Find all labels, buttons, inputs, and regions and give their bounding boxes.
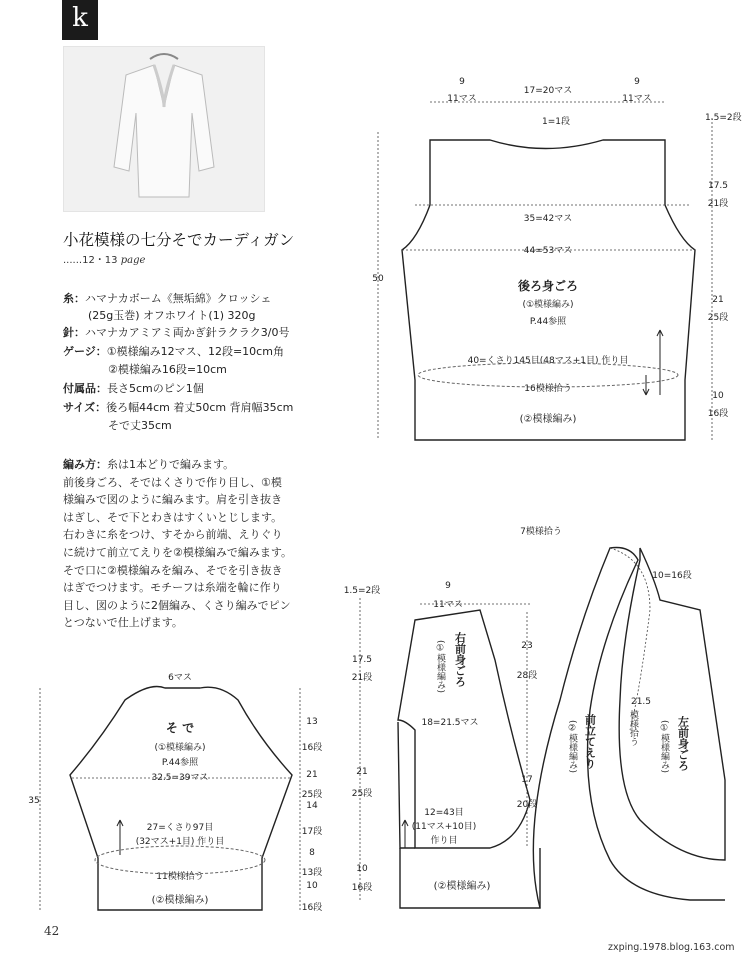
back-hem-cm: 10 — [712, 391, 724, 401]
sleeve-seg5-rows: 16段 — [301, 903, 323, 913]
spec-yarn-color: (25g玉巻) オフホワイト(1) 320g — [88, 309, 256, 322]
back-hem-rows: 16段 — [707, 409, 729, 419]
page-reference: ......12・13 page — [63, 255, 146, 266]
rf-side-cm: 21 — [356, 767, 368, 777]
sleeve-seg2-rows: 25段 — [301, 790, 323, 800]
spec-size-2: そで丈35cm — [108, 419, 172, 432]
rf-arm-rows: 21段 — [351, 673, 373, 683]
rf-front-rows: 28段 — [516, 671, 538, 681]
method-paragraph: 編み方：糸は1本どりで編みます。 前後身ごろ、そではくさりで作り目し、①模 様編みで図のように編みます。肩を引き抜き はぎし、そで下とわきはすくいとじします。 右わきに糸をつけ、すそから前端、えりぐり に続けて前立てえりを②模様編みで編みます。 そで口に②模様編みを編み、そでを引き抜き はぎでつけます。モチーフは糸端を輪に作り 目し、図のように2個編み、くさり編みでピン とつないで仕上げます。 — [63, 458, 292, 630]
spec-needle: 針：ハマナカアミアミ両かぎ針ラクラク3/0号 — [63, 326, 290, 339]
rf-chain-detail: (11マス+10目) — [411, 822, 477, 832]
rf-front-cm: 23 — [521, 641, 533, 651]
sleeve-pattern: (①模様編み) — [154, 743, 206, 753]
spec-gauge: ゲージ：①模様編み12マス、12段=10cm角 — [63, 345, 284, 358]
sleeve-seg1-rows: 16段 — [301, 743, 323, 753]
back-armhole-rows: 21段 — [707, 199, 729, 209]
collar-rows: 10=16段 — [652, 571, 692, 581]
spec-yarn: 糸：ハマナカボーム《無垢綿》クロッシェ — [63, 292, 272, 305]
sleeve-seg3-rows: 17段 — [301, 827, 323, 837]
sleeve-width: 32.5=39マス — [151, 773, 209, 783]
back-top-right-st: 11マス — [622, 94, 652, 104]
sleeve-height: 35 — [28, 796, 40, 806]
right-front-hem — [400, 848, 540, 908]
back-top-mid: 17=20マス — [523, 86, 573, 96]
sleeve-title: そ で — [165, 721, 195, 735]
collar-pickup: 7模様拾う — [520, 527, 562, 537]
back-top-left-st: 11マス — [447, 94, 477, 104]
rf-arm-cm: 17.5 — [351, 655, 373, 665]
rf-top-cm: 9 — [445, 581, 451, 591]
back-chest: 35=42マス — [523, 214, 573, 224]
rf-side-rows: 25段 — [351, 789, 373, 799]
credit-watermark: zxping.1978.blog.163.com — [608, 942, 735, 953]
back-armhole-cm: 17.5 — [707, 181, 729, 191]
back-shoulder: 1.5=2段 — [705, 113, 742, 123]
sleeve-seg2-cm: 21 — [306, 770, 318, 780]
back-chain: 40=くさり145目(48マス+1目) 作り目 — [467, 356, 629, 366]
back-pickup: 16模様拾う — [524, 384, 572, 394]
back-height: 50 — [372, 274, 384, 284]
lf-pattern: (①模様編み) — [659, 720, 669, 774]
sleeve-seg1-cm: 13 — [306, 717, 318, 727]
back-hem-label: (②模様編み) — [519, 414, 577, 425]
collar-side-cm: 21.5 — [630, 697, 652, 707]
sleeve-chain: 27=くさり97目 — [146, 823, 214, 833]
sleeve-chain-detail: (32マス+1目) 作り目 — [135, 837, 225, 847]
rf-low-cm: 17 — [521, 775, 533, 785]
spec-gauge-2: ②模様編み16段=10cm — [108, 363, 227, 376]
rf-width: 18=21.5マス — [421, 718, 479, 728]
rf-low-rows: 20段 — [516, 800, 538, 810]
collar-pattern: (②模様編み) — [567, 720, 577, 774]
rf-chain-cast: 作り目 — [430, 836, 458, 846]
sleeve-seg3-cm: 14 — [306, 801, 318, 811]
back-neck: 1=1段 — [542, 117, 570, 127]
back-title: 後ろ身ごろ — [517, 279, 579, 293]
rf-hem-label: (②模様編み) — [433, 881, 491, 892]
sleeve-ref: P.44参照 — [161, 758, 199, 768]
page-number: 42 — [44, 924, 60, 938]
rf-hem-rows: 16段 — [351, 883, 373, 893]
rf-shoulder: 1.5=2段 — [343, 586, 381, 596]
sleeve-pickup: 11模様拾う — [156, 872, 204, 882]
rf-hem-cm: 10 — [356, 864, 368, 874]
rf-top-st: 11マス — [433, 600, 463, 610]
back-top-right-cm: 9 — [634, 77, 640, 87]
sleeve-cap-top: 6マス — [168, 673, 192, 683]
back-top-left-cm: 9 — [459, 77, 465, 87]
sleeve-seg4-rows: 13段 — [301, 868, 323, 878]
back-pattern: (①模様編み) — [522, 300, 574, 310]
back-bust: 44=53マス — [523, 246, 573, 256]
page-title: 小花模様の七分そでカーディガン — [63, 231, 295, 249]
lf-title: 左前身ごろ — [676, 716, 690, 771]
spec-notions: 付属品：長さ5cmのピン1個 — [63, 382, 204, 395]
rf-title: 右前身ごろ — [453, 632, 467, 687]
rf-pattern: (①模様編み) — [435, 640, 445, 694]
sleeve-seg5-cm: 10 — [306, 881, 318, 891]
rf-chain: 12=43目 — [424, 808, 464, 818]
back-side-rows: 25段 — [707, 313, 729, 323]
collar-title: 前立てえり — [583, 714, 597, 769]
section-tag: k — [62, 0, 98, 40]
back-ref: P.44参照 — [529, 317, 567, 327]
back-side-cm: 21 — [712, 295, 724, 305]
sleeve-hem-label: (②模様編み) — [151, 895, 209, 906]
collar-side-pickup: 模様拾う — [628, 710, 638, 746]
spec-size: サイズ：後ろ幅44cm 着丈50cm 背肩幅35cm — [63, 401, 294, 414]
sleeve-seg4-cm: 8 — [309, 848, 315, 858]
